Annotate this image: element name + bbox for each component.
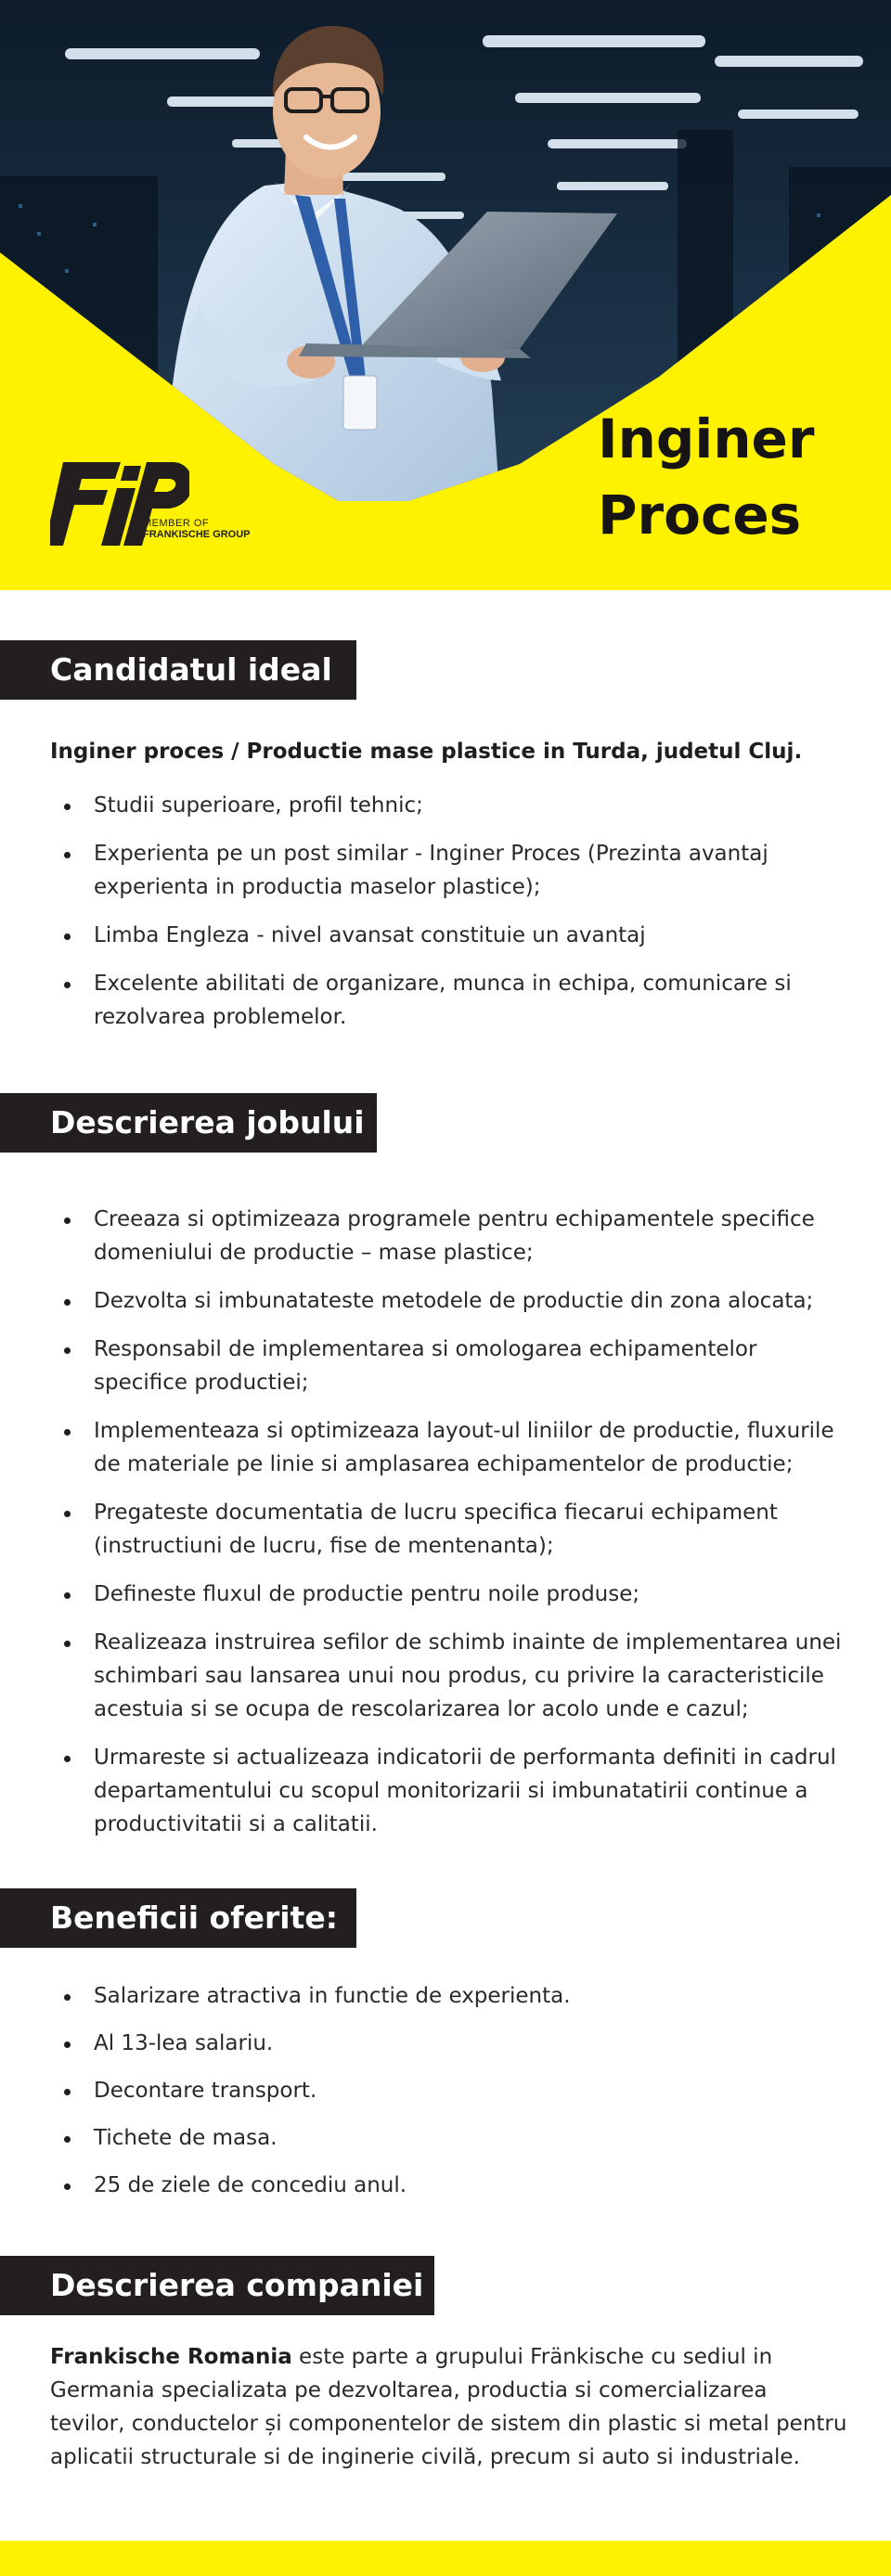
- list-item: Responsabil de implementarea si omologarea echipamentelor specifice productiei;: [50, 1333, 845, 1399]
- list-item: Urmareste si actualizeaza indicatorii de performanta definiti in cadrul departamentului cu scopul monitorizarii si imbunatatirii continue a productivitatii si a calitatii.: [50, 1741, 845, 1841]
- list-item: Experienta pe un post similar - Inginer Proces (Prezinta avantaj experienta in productia maselor plastice);: [50, 837, 845, 904]
- job-description-list: [50, 1203, 845, 1856]
- section-heading-benefits: Beneficii oferite:: [0, 1888, 356, 1948]
- list-item: Defineste fluxul de productie pentru noile produse;: [50, 1578, 845, 1611]
- company-description-text: este parte a grupului Fränkische cu sediul in Germania specializata pe dezvoltarea, productia si comercializarea tevilor, conductelor și componentelor de sistem din plastic si metal pentru aplicatii structurale si de inginerie civilă, precum si auto si industriale.: [50, 2345, 847, 2469]
- logo-group-line: FRANKISCHE GROUP: [143, 529, 251, 540]
- list-item: Tichete de masa.: [50, 2121, 845, 2155]
- list-item: 25 de ziele de concediu anul.: [50, 2169, 845, 2202]
- footer-accent-bar: [0, 2541, 891, 2576]
- fip-logo: [50, 460, 282, 547]
- list-item: Realizeaza instruirea sefilor de schimb inainte de implementarea unei schimbari sau lansarea unui nou produs, cu privire la caracteristicile acestuia si se ocupa de rescolarizarea lor acolo unde e cazul;: [50, 1626, 845, 1726]
- list-item: Pregateste documentatia de lucru specifica fiecarui echipament (instructiuni de lucru, fise de mentenanta);: [50, 1496, 845, 1563]
- company-name: Frankische Romania: [50, 2345, 292, 2369]
- list-item: Implementeaza si optimizeaza layout-ul liniilor de productie, fluxurile de materiale pe linie si amplasarea echipamentelor de productie;: [50, 1414, 845, 1481]
- page-title-line-2: Proces: [598, 483, 802, 547]
- hero-banner: [0, 0, 891, 590]
- section-heading-company-description: Descrierea companiei: [0, 2256, 434, 2315]
- list-item: Al 13-lea salariu.: [50, 2027, 845, 2060]
- page-title-line-1: Inginer: [598, 407, 815, 470]
- section-heading-ideal-candidate: Candidatul ideal: [0, 640, 356, 700]
- logo-member-text: [143, 518, 251, 540]
- list-item: Dezvolta si imbunatateste metodele de productie din zona alocata;: [50, 1284, 845, 1318]
- company-description: [50, 2340, 848, 2474]
- logo-member-line: MEMBER OF: [143, 518, 210, 529]
- ideal-candidate-intro: Inginer proces / Productie mase plastice in Turda, judetul Cluj.: [50, 740, 803, 764]
- list-item: Creeaza si optimizeaza programele pentru echipamentele specifice domeniului de productie – mase plastice;: [50, 1203, 845, 1269]
- list-item: Studii superioare, profil tehnic;: [50, 789, 845, 822]
- section-heading-job-description: Descrierea jobului: [0, 1093, 377, 1153]
- list-item: Excelente abilitati de organizare, munca in echipa, comunicare si rezolvarea problemelor.: [50, 967, 845, 1034]
- list-item: Limba Engleza - nivel avansat constituie un avantaj: [50, 919, 845, 952]
- benefits-list: [50, 1979, 845, 2216]
- list-item: Salarizare atractiva in functie de experienta.: [50, 1979, 845, 2013]
- page-title: [598, 401, 876, 553]
- list-item: Decontare transport.: [50, 2074, 845, 2107]
- ideal-candidate-list: [50, 789, 845, 1049]
